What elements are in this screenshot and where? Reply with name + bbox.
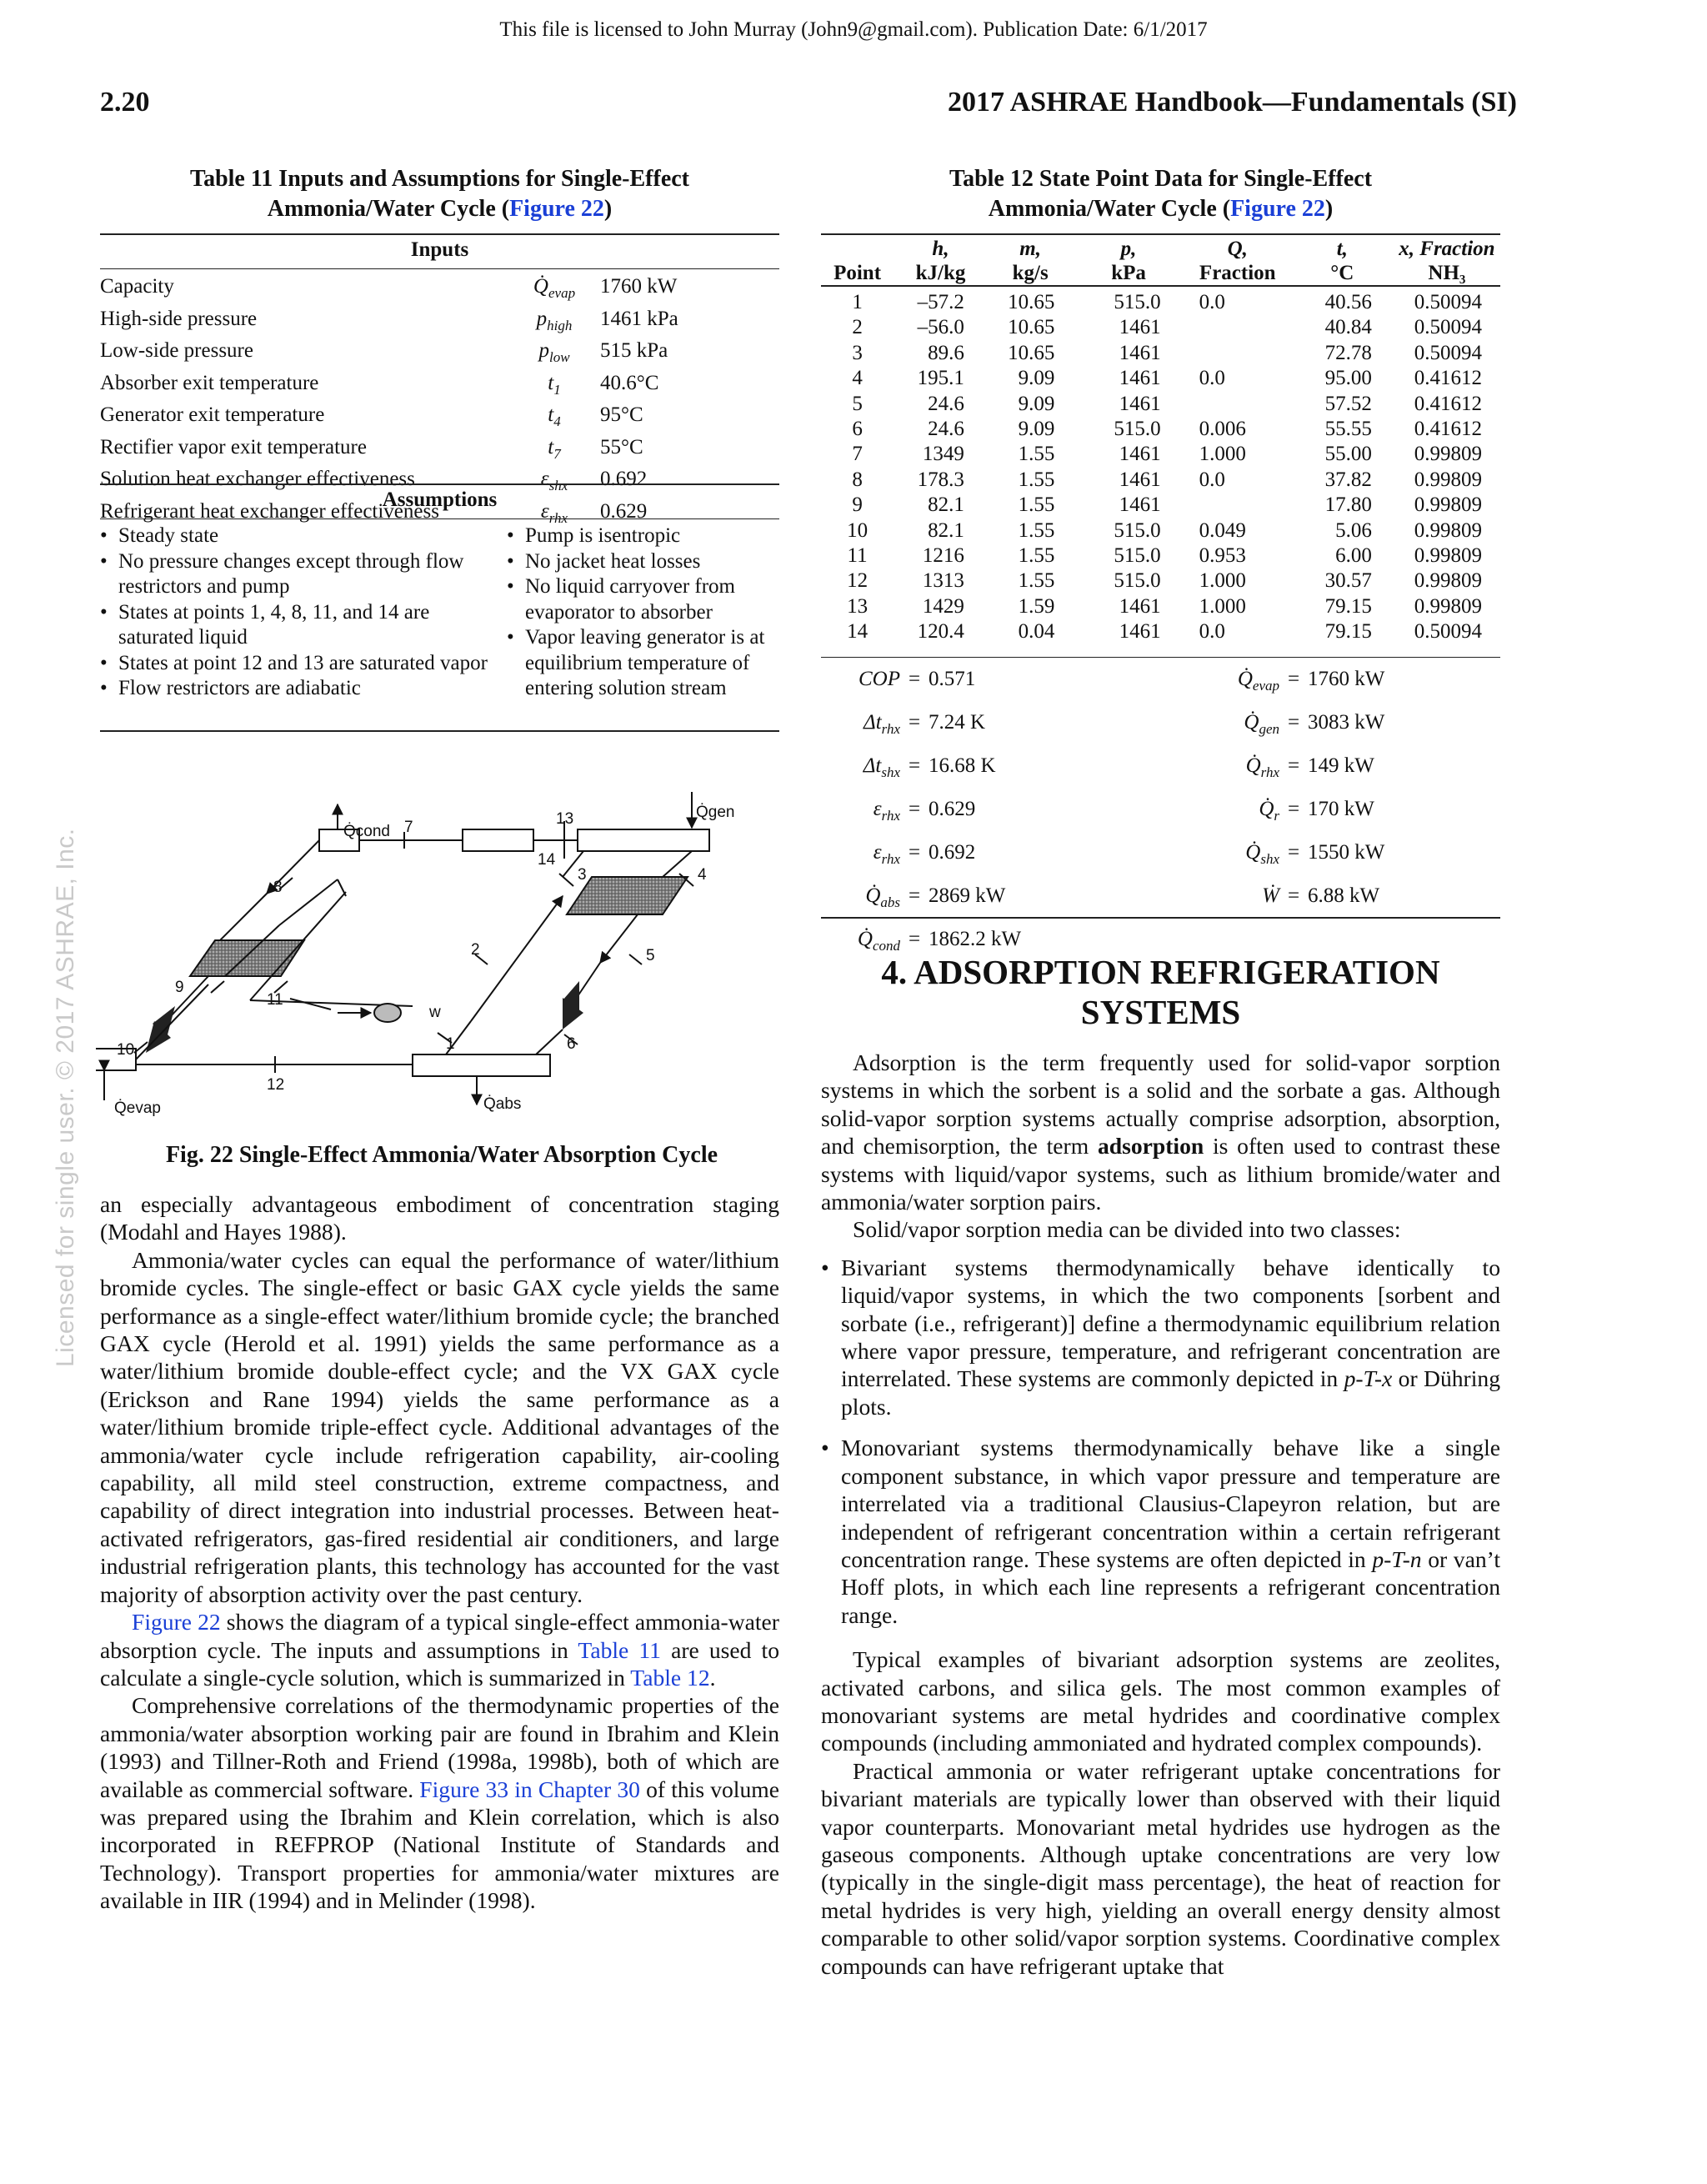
fig-label-9: 9 — [175, 979, 184, 996]
table-cell: 40.84 — [1324, 316, 1372, 339]
input-label: Rectifier vapor exit temperature — [100, 435, 367, 458]
fig-label-7: 7 — [404, 819, 413, 836]
table-cell: 8 — [852, 468, 863, 491]
table-cell: 0.99809 — [1414, 594, 1482, 618]
table-cell: –56.0 — [917, 316, 964, 339]
table-cell: 82.1 — [928, 518, 964, 542]
table-cell: 1461 — [1119, 341, 1161, 364]
table-cell: 0.50094 — [1414, 341, 1482, 364]
fig-label-11: 11 — [267, 991, 283, 1009]
table-cell: 0.41612 — [1414, 367, 1482, 390]
table-cell: 30.57 — [1324, 569, 1372, 593]
table-cell — [1184, 493, 1291, 518]
column-header-symbol — [821, 237, 894, 261]
table-row — [821, 468, 1500, 493]
table-cell: 4 — [852, 367, 863, 390]
table-cell: 1461 — [1119, 468, 1161, 491]
table-cell: 0.04 — [1018, 620, 1055, 644]
table-cell: 178.3 — [917, 468, 964, 491]
table-cell: 9.09 — [1018, 367, 1055, 390]
column-header-unit: kPa — [1073, 261, 1184, 286]
input-symbol: $t_1$ — [548, 371, 561, 398]
table-cell: 1.55 — [1018, 518, 1055, 542]
absorber-box — [413, 1054, 550, 1076]
license-notice: This file is licensed to John Murray (John9@gmail.com). Publication Date: 6/1/2017 — [499, 18, 1208, 41]
inputs-header: Inputs — [410, 238, 469, 261]
section4-paragraph-3: Typical examples of bivariant adsorption systems are zeolites, activated carbons, and silica gels. The most common examples of monovariant systems are metal hydrides and coordinative complex compounds (including ammoniated and hydrated complex compounds). — [821, 1646, 1500, 1756]
table-row — [100, 274, 779, 307]
column-header-unit: kJ/kg — [894, 261, 988, 286]
table-cell: 1461 — [1119, 367, 1161, 390]
table-cell: 1.000 — [1199, 443, 1246, 466]
table-cell: 55.00 — [1324, 443, 1372, 466]
table-cell: 24.6 — [928, 418, 964, 441]
table-cell: 13 — [847, 594, 869, 618]
table11-figure-link[interactable]: Figure 22 — [509, 196, 604, 222]
table-cell: 10.65 — [1008, 291, 1055, 313]
table-cell: 82.1 — [928, 493, 964, 517]
table-cell: 14 — [847, 620, 869, 644]
column-header-unit: Point — [821, 261, 894, 286]
table-cell: 195.1 — [917, 367, 964, 390]
summary-item: $\Delta t_{rhx} = 7.24$ K — [864, 711, 986, 737]
figure22-link[interactable]: Figure 22 — [132, 1609, 221, 1635]
summary-left — [821, 661, 1154, 964]
table-cell: 515.0 — [1114, 518, 1161, 542]
summary-item: $Q̇_r = 170$ kW — [1259, 798, 1374, 824]
right-body-text — [821, 1049, 1500, 1980]
table-cell: 1216 — [922, 544, 964, 568]
body-paragraph-4: Comprehensive correlations of the thermodynamic properties of the ammonia/water absorption working pair are found in Ibrahim and Klein (1993) and Tillner-Roth and Friend (1998a, 1998b), both of which are available as commercial software. Figure 33 in Chapter 30 of this volume was prepared using the Ibrahim and Klein correlation, which is also incorporated in REFPROP (National Institute of Standards and Technology). Transport properties for ammonia/water mixtures are available in IIR (1994) and in Melinder (1998). — [100, 1692, 779, 1914]
assumptions-rule — [100, 518, 779, 519]
table-cell: 0.50094 — [1414, 316, 1482, 339]
assumptions-header: Assumptions — [382, 488, 498, 511]
column-header-symbol: t, — [1336, 238, 1348, 260]
table-cell: 10 — [847, 518, 869, 542]
table-row — [821, 286, 1500, 315]
table-cell: 79.15 — [1324, 594, 1372, 618]
list-item: • No liquid carryover from evaporator to absorber — [507, 574, 780, 625]
fig-label-3: 3 — [578, 866, 587, 884]
table-cell — [1184, 315, 1291, 340]
fig-label-8: 8 — [273, 879, 283, 896]
table-cell: 1461 — [1119, 316, 1161, 339]
column-header-symbol: h, — [932, 238, 949, 260]
table-row — [821, 594, 1500, 619]
assumptions-left-list — [100, 523, 492, 702]
figure22-caption: Fig. 22 Single-Effect Ammonia/Water Absorption Cycle — [165, 1142, 718, 1168]
column-header-unit: Fraction — [1184, 261, 1291, 286]
list-item: • States at point 12 and 13 are saturated vapor — [100, 651, 492, 677]
column-header-symbol: x, Fraction — [1399, 238, 1495, 260]
input-symbol: $\varepsilon_{rhx}$ — [540, 499, 568, 526]
table-cell: 0.953 — [1199, 544, 1246, 568]
input-value: 0.629 — [600, 499, 648, 523]
table11-bottom-rule — [100, 730, 779, 732]
summary-item: $Q̇_{abs} = 2869$ kW — [865, 884, 1006, 910]
fig-label-qcond: Q̇cond — [343, 823, 390, 840]
table-cell: 1461 — [1119, 493, 1161, 517]
list-item: • Steady state — [100, 523, 492, 549]
table-cell: 1.55 — [1018, 493, 1055, 517]
table-cell: 72.78 — [1324, 341, 1372, 364]
table-cell: 1.55 — [1018, 544, 1055, 568]
column-header-unit: NH₃ — [1394, 261, 1500, 286]
table-cell: 515.0 — [1114, 418, 1161, 441]
table-cell: 0.99809 — [1414, 569, 1482, 593]
table-cell: 1.55 — [1018, 468, 1055, 491]
column-header-symbol: m, — [1019, 238, 1041, 260]
input-symbol: $Q̇_{evap}$ — [533, 275, 576, 301]
table-cell: 0.99809 — [1414, 518, 1482, 542]
input-label: Refrigerant heat exchanger effectiveness — [100, 499, 439, 523]
table-cell: 1461 — [1119, 443, 1161, 466]
fig-label-13: 13 — [556, 810, 574, 828]
list-item: • Pump is isentropic — [507, 523, 780, 549]
table-row — [821, 619, 1500, 644]
table-cell: 1313 — [922, 569, 964, 593]
fig-label-10: 10 — [117, 1041, 135, 1059]
input-symbol: $\varepsilon_{shx}$ — [540, 468, 568, 493]
summary-item: $Q̇_{rhx} = 149$ kW — [1245, 754, 1374, 780]
table-row — [821, 417, 1500, 442]
table-row — [821, 543, 1500, 569]
body-paragraph-2: Ammonia/water cycles can equal the performance of water/lithium bromide cycles. The single-effect or basic GAX cycle yields the same performance as a single-effect water/lithium bromide cycle; the branched GAX cycle (Herold et al. 1991) yields the same performance as a water/lithium bromide double-effect cycle; and the VX GAX cycle (Erickson and Rane 1994) yields the same performance as a water/lithium bromide triple-effect cycle. Additional advantages of the ammonia/water cycle include refrigeration capability, air-cooling capability, all mild steel construction, extreme compactness, and capability of direct integration into industrial processes. Between heat-activated refrigerators, gas-fired residential air conditioners, and large industrial refrigeration plants, this technology has accounted for the vast majority of absorption activity over the past century. — [100, 1246, 779, 1607]
table-row — [821, 493, 1500, 518]
table-cell: 55.55 — [1324, 418, 1372, 441]
table-cell: 0.99809 — [1414, 468, 1482, 491]
input-label: Generator exit temperature — [100, 403, 325, 426]
table-row — [821, 366, 1500, 391]
table-cell: 1.55 — [1018, 443, 1055, 466]
fig-label-5: 5 — [646, 947, 655, 964]
section4-paragraph-4: Practical ammonia or water refrigerant uptake concentrations for bivariant materials are typically lower than observed with their liquid vapor counterparts. Monovariant metal hydrides use hydrogen as the gaseous components. Although uptake concentrations are very low (typically in the single-digit mass percentage), the heat of reaction for metal hydrides is very high, yielding an overall energy density almost comparable to other solid/vapor sorption systems. Coordinative complex compounds can have refrigerant uptake that — [821, 1757, 1500, 1979]
summary-item: $Q̇_{shx} = 1550$ kW — [1245, 841, 1385, 867]
input-label: Capacity — [100, 275, 174, 298]
table-cell: 5.06 — [1335, 518, 1372, 542]
table-cell: 1461 — [1119, 392, 1161, 415]
table11-top-rule — [100, 233, 779, 235]
input-symbol: $t_7$ — [548, 435, 561, 462]
table12-bottom-rule — [821, 917, 1500, 919]
fig-label-qabs: Q̇abs — [483, 1095, 522, 1113]
list-item: • Flow restrictors are adiabatic — [100, 676, 492, 702]
input-value: 515 kPa — [600, 339, 668, 362]
table-cell: 3 — [852, 341, 863, 364]
fig-label-w: w — [429, 1004, 441, 1021]
table-cell: 0.41612 — [1414, 392, 1482, 415]
summary-item: Ẇ = 6.88 kW — [1262, 884, 1380, 907]
table-row — [821, 518, 1500, 543]
table11-link[interactable]: Table 11 — [578, 1636, 661, 1663]
table-cell: 0.0 — [1199, 620, 1225, 644]
input-label: High-side pressure — [100, 307, 258, 330]
table-row — [821, 442, 1500, 467]
table-cell: 1.000 — [1199, 594, 1246, 618]
table-cell: 24.6 — [928, 392, 964, 415]
section4-heading: 4. ADSORPTION REFRIGERATION SYSTEMS — [881, 953, 1440, 1031]
table-cell: 10.65 — [1008, 341, 1055, 364]
table-cell: 57.52 — [1324, 392, 1372, 415]
fig-label-4: 4 — [698, 866, 707, 884]
input-value: 0.692 — [600, 468, 648, 490]
fig-label-1: 1 — [446, 1035, 455, 1053]
table-cell: 2 — [852, 316, 863, 339]
fig-label-qevap: Q̇evap — [114, 1100, 161, 1117]
table-cell: 120.4 — [917, 620, 964, 644]
assumptions-rule-top — [100, 483, 779, 485]
table-cell: 1461 — [1119, 620, 1161, 644]
input-label: Low-side pressure — [100, 339, 253, 362]
list-item: • Bivariant systems thermodynamically behave identically to liquid/vapor systems, in which the two components [sorbent and sorbate (i.e., refrigerant)] define a thermodynamic equilibrium relation where vapor pressure, temperature, and refrigerant concentration are interrelated. These systems are commonly depicted in p-T-x or Dühring plots. — [821, 1254, 1500, 1420]
body-paragraph-3: Figure 22 shows the diagram of a typical single-effect ammonia-water absorption cycle. The inputs and assumptions in Table 11 are used to calculate a single-cycle solution, which is summarized in Table 12. — [100, 1609, 779, 1691]
list-item: • No jacket heat losses — [507, 549, 780, 575]
table-row — [100, 403, 779, 435]
table-cell: 1.000 — [1199, 569, 1246, 593]
table-cell: –57.2 — [917, 291, 964, 313]
list-item: • States at points 1, 4, 8, 11, and 14 are saturated liquid — [100, 600, 492, 651]
table-cell — [1184, 392, 1291, 417]
table-cell: 1461 — [1119, 594, 1161, 618]
figure22-diagram — [96, 788, 779, 1121]
summary-item: $Q̇_{gen} = 3083$ kW — [1244, 711, 1385, 737]
summary-item: $\Delta t_{shx} = 16.68$ K — [863, 754, 996, 780]
table-cell: 0.50094 — [1414, 291, 1482, 313]
figure33-link[interactable]: Figure 33 in Chapter 30 — [419, 1776, 640, 1802]
column-header-unit: °C — [1291, 261, 1394, 286]
table-cell: 89.6 — [928, 341, 964, 364]
table-cell: 1.55 — [1018, 569, 1055, 593]
table-cell: 12 — [847, 569, 869, 593]
fig-label-14: 14 — [538, 851, 556, 869]
watermark: Licensed for single user. © 2017 ASHRAE, Inc. — [52, 828, 79, 1367]
table-row — [821, 315, 1500, 340]
table-cell: 6.00 — [1335, 544, 1372, 568]
input-value: 40.6°C — [600, 371, 659, 394]
input-label: Solution heat exchanger effectiveness — [100, 468, 415, 490]
table-cell: 9.09 — [1018, 418, 1055, 441]
table-cell: 0.006 — [1199, 418, 1246, 441]
table12-summary-rule — [821, 657, 1500, 658]
table-cell: 40.56 — [1324, 291, 1372, 313]
list-item: • No pressure changes except through flow restrictors and pump — [100, 549, 492, 600]
body-paragraph-1: an especially advantageous embodiment of concentration staging (Modahl and Hayes 1988). — [100, 1191, 779, 1245]
assumptions-right-list — [507, 523, 780, 702]
table-cell: 0.0 — [1199, 367, 1225, 390]
column-header-symbol: p, — [1120, 238, 1137, 260]
table-cell: 11 — [847, 544, 868, 568]
table12-figure-link[interactable]: Figure 22 — [1230, 196, 1325, 222]
input-value: 1760 kW — [600, 275, 678, 298]
fig-label-12: 12 — [267, 1076, 285, 1094]
column-header-unit: kg/s — [988, 261, 1074, 286]
table-cell: 1 — [852, 291, 863, 313]
table-cell: 0.049 — [1199, 518, 1246, 542]
rectifier-box — [463, 829, 533, 851]
table-cell: 17.80 — [1324, 493, 1372, 517]
table-cell: 1.59 — [1018, 594, 1055, 618]
table-row — [100, 338, 779, 371]
table-cell: 0.0 — [1199, 468, 1225, 491]
inputs-rule — [100, 268, 779, 269]
table-cell: 6 — [852, 418, 863, 441]
input-value: 95°C — [600, 403, 643, 426]
table-cell: 37.82 — [1324, 468, 1372, 491]
pump-icon — [374, 1004, 401, 1022]
table-row — [100, 435, 779, 468]
table-cell: 0.0 — [1199, 291, 1225, 313]
table11-caption: Table 11 Inputs and Assumptions for Single-Effect Ammonia/Water Cycle (Figure 22) — [189, 166, 690, 222]
table-cell — [1184, 341, 1291, 366]
summary-right — [1159, 661, 1492, 921]
section4-paragraph-2: Solid/vapor sorption media can be divided into two classes: — [853, 1216, 1401, 1243]
input-symbol: $p_{high}$ — [536, 307, 573, 333]
table12-link[interactable]: Table 12 — [630, 1664, 710, 1691]
input-label: Absorber exit temperature — [100, 371, 319, 394]
section4-paragraph-1: Adsorption is the term frequently used for solid-vapor sorption systems in which the sorbent is a solid and the sorbate a gas. Although solid-vapor sorption systems actually comprise adsorption, absorption, and chemisorption, the term adsorption is often used to contrast these systems with liquid/vapor systems, such as lithium bromide/water and ammonia/water sorption pairs. — [821, 1049, 1500, 1215]
book-title: 2017 ASHRAE Handbook—Fundamentals (SI) — [947, 87, 1517, 118]
table-row — [100, 307, 779, 339]
table-cell: 515.0 — [1114, 569, 1161, 593]
table-cell: 515.0 — [1114, 291, 1161, 313]
fig-label-6: 6 — [567, 1035, 576, 1053]
table12-top-rule — [821, 233, 1500, 235]
sorption-classes-list — [821, 1254, 1500, 1629]
table-cell: 0.99809 — [1414, 443, 1482, 466]
list-item: • Monovariant systems thermodynamically behave like a single component substance, in which vapor pressure and temperature are interrelated via a traditional Clausius-Clapeyron relation, but are independent of refrigerant concentration within a certain refrigerant concentration range. These systems are often depicted in p-T-n or van’t Hoff plots, in which each line represents a refrigerant concentration range. — [821, 1434, 1500, 1629]
table-cell: 79.15 — [1324, 620, 1372, 644]
column-header-symbol: Q, — [1227, 238, 1248, 260]
fig-label-2: 2 — [471, 941, 480, 959]
input-value: 55°C — [600, 435, 643, 458]
table-cell: 0.99809 — [1414, 493, 1482, 517]
input-symbol: $t_4$ — [548, 403, 561, 429]
left-body-text — [100, 1190, 779, 1915]
table-cell: 9.09 — [1018, 392, 1055, 415]
table-cell: 1349 — [922, 443, 964, 466]
summary-item: $Q̇_{cond} = 1862.2$ kW — [857, 928, 1022, 954]
table-cell: 7 — [852, 443, 863, 466]
table-cell: 5 — [852, 392, 863, 415]
table-cell: 10.65 — [1008, 316, 1055, 339]
table-row — [821, 392, 1500, 417]
summary-item: $\varepsilon_{rhx} = 0.692$ — [873, 841, 976, 867]
table-row — [821, 569, 1500, 594]
table-row — [100, 371, 779, 403]
fig-label-qgen: Q̇gen — [696, 804, 735, 821]
table-row — [821, 341, 1500, 366]
input-symbol: $p_{low}$ — [538, 339, 570, 365]
table-cell: 0.50094 — [1414, 620, 1482, 644]
list-item: • Vapor leaving generator is at equilibrium temperature of entering solution stream — [507, 625, 780, 702]
summary-item: COP = 0.571 — [859, 668, 976, 690]
input-value: 1461 kPa — [600, 307, 678, 330]
summary-item: $\varepsilon_{rhx} = 0.629$ — [873, 798, 976, 824]
table-cell: 1429 — [922, 594, 964, 618]
table12-caption: Table 12 State Point Data for Single-Effect Ammonia/Water Cycle (Figure 22) — [949, 166, 1373, 222]
table-cell: 95.00 — [1324, 367, 1372, 390]
state-point-table — [821, 237, 1500, 645]
page-number: 2.20 — [100, 87, 150, 118]
generator-box — [578, 829, 709, 851]
table-cell: 9 — [852, 493, 863, 517]
table-cell: 0.41612 — [1414, 418, 1482, 441]
summary-item: $Q̇_{evap} = 1760$ kW — [1237, 668, 1385, 694]
table-cell: 515.0 — [1114, 544, 1161, 568]
table-cell: 0.99809 — [1414, 544, 1482, 568]
